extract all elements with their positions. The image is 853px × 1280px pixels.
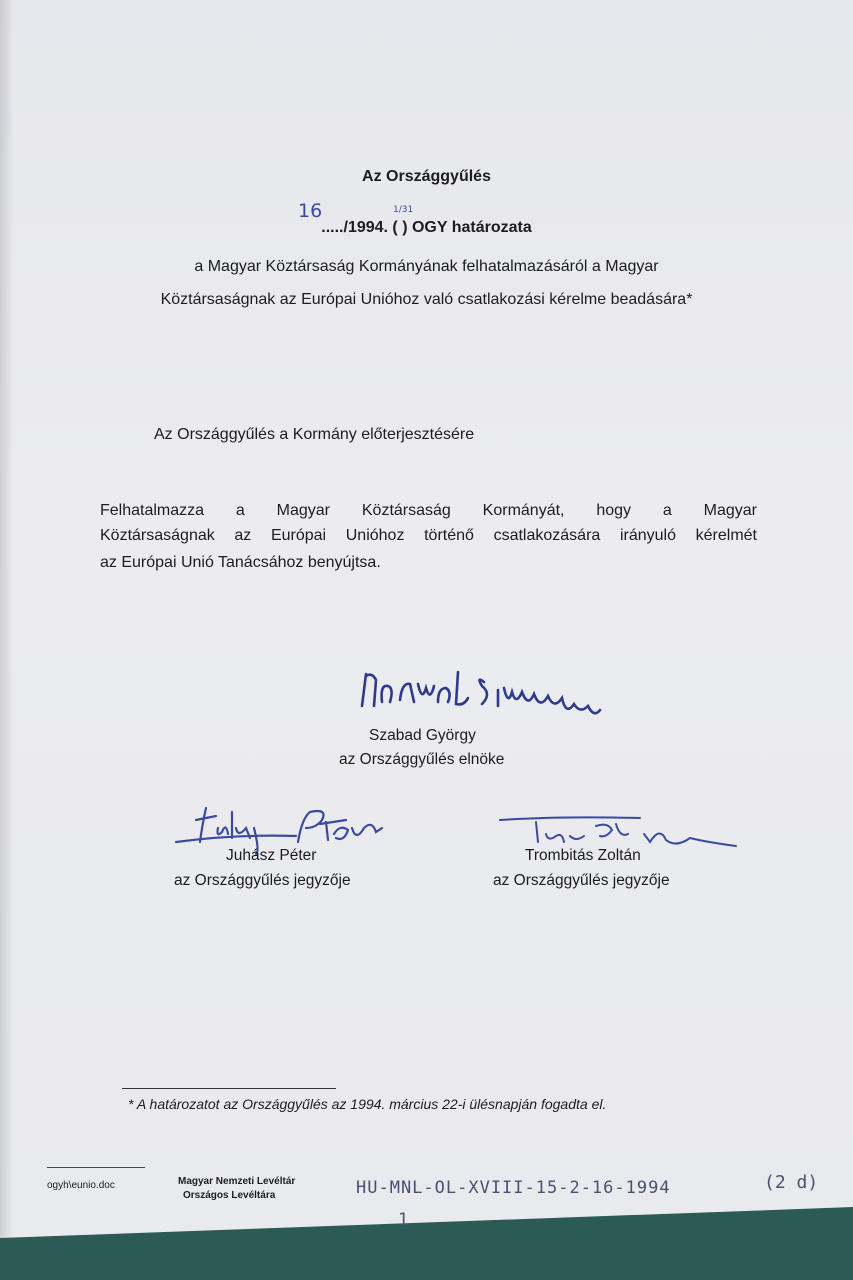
footnote-rule [122,1088,336,1089]
footer-rule [47,1167,145,1168]
body-line-1: Felhatalmazza a Magyar Köztársaság Kormányát, hogy a Magyar [100,502,757,519]
archive-stamp-line1: Magyar Nemzeti Levéltár [178,1176,296,1187]
secretary2-signature [500,812,740,852]
resolution-number-line: ...../1994. ( ) OGY határozata [321,219,532,236]
subject-line-1: a Magyar Köztársaság Kormányának felhatalmazásáról a Magyar [194,258,659,275]
president-role: az Országgyűlés elnöke [339,751,505,768]
president-signature [352,662,604,722]
archive-sub-number: 1 [398,1210,409,1230]
archive-page-count: (2 d) [764,1172,819,1193]
body-line-3: az Európai Unió Tanácsához benyújtsa. [100,554,381,571]
intro-text: Az Országgyűlés a Kormány előterjesztésére [154,426,475,443]
archive-reference: HU-MNL-OL-XVIII-15-2-16-1994 [356,1178,671,1198]
handwritten-resolution-number: 16 [298,200,323,222]
secretary2-name: Trombitás Zoltán [525,847,641,864]
handwritten-note: 1/31 [393,205,414,215]
archive-stamp-line2: Országos Levéltára [183,1190,276,1201]
president-name: Szabad György [369,727,476,744]
secretary1-name: Juhász Péter [226,847,317,864]
file-name: ogyh\eunio.doc [47,1180,115,1191]
secretary1-role: az Országgyűlés jegyzője [174,872,351,889]
subject-line-2: Köztársaságnak az Európai Unióhoz való csatlakozási kérelme beadására* [160,291,693,308]
body-line-2: Köztársaságnak az Európai Unióhoz történő csatlakozására irányuló kérelmét [100,527,757,544]
secretary2-role: az Országgyűlés jegyzője [493,872,670,889]
document-title: Az Országgyűlés [362,168,491,185]
footnote: * A határozatot az Országgyűlés az 1994. március 22-i ülésnapján fogadta el. [128,1096,607,1112]
